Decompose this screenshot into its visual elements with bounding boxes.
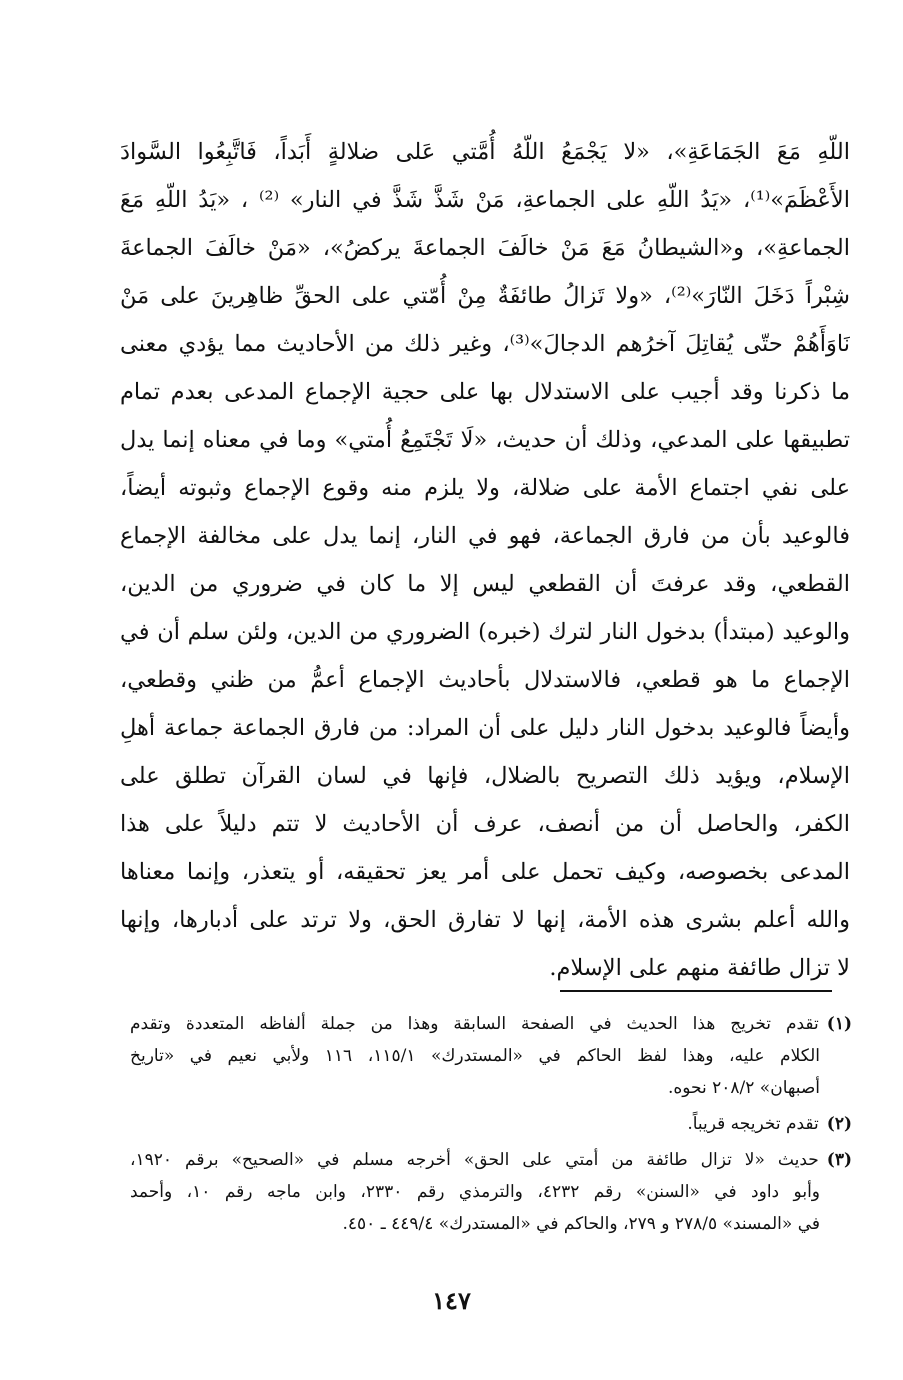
- footnotes-block: [130, 1008, 852, 1240]
- footnote-text: تقدم تخريج هذا الحديث في الصفحة السابقة وهذا من جملة ألفاظه المتعددة وتقدم: [130, 1014, 819, 1034]
- text-line: لا تزال طائفة منهم على الإسلام.: [549, 955, 850, 981]
- footnote-line: أصبهان» ٢٠٨/٢ نحوه.: [667, 1078, 820, 1098]
- main-text-block: [120, 128, 850, 992]
- text-line: ما ذكرنا وقد أجيب على الاستدلال بها على حجية الإجماع المدعى بعدم تمام: [120, 379, 850, 405]
- text-line: فالوعيد بأن من فارق الجماعة، فهو في النار، إنما يدل على مخالفة الإجماع: [120, 523, 850, 549]
- page-number: ١٤٧: [432, 1286, 471, 1315]
- text-line: الإجماع ما هو قطعي، فالاستدلال بأحاديث الإجماع أعمُّ من ظني وقطعي،: [120, 667, 850, 693]
- text-line: وأيضاً فالوعيد بدخول النار دليل على أن المراد: من فارق الجماعة جماعة أهلِ: [120, 715, 850, 741]
- text-line: شِبْراً دَخَلَ النّارَ»⁽²⁾، «ولا تَزالُ طائفَةٌ مِنْ أُمّتي على الحقِّ ظاهِرينَ على مَنْ: [120, 283, 850, 309]
- text-line: نَاوَأَهُمْ حتّى يُقاتِلَ آخرُهم الدجالَ»⁽³⁾، وغير ذلك من الأحاديث مما يؤدي معنى: [120, 331, 850, 357]
- text-line: اللّهِ مَعَ الجَمَاعَةِ»، «لا يَجْمَعُ اللّهُ أُمَّتي عَلى ضلالةٍ أَبَداً، فَاتَّبِعُوا السَّوادَ: [120, 139, 850, 165]
- text-line: الإسلام، ويؤيد ذلك التصريح بالضلال، فإنها في لسان القرآن تطلق على: [120, 763, 850, 789]
- footnote-line: [130, 1008, 852, 1040]
- text-line: على نفي اجتماع الأمة على ضلالة، ولا يلزم منه وقوع الإجماع وثبوته أيضاً،: [120, 475, 850, 501]
- footnote-marker: (٣): [826, 1150, 852, 1170]
- footnote-marker: (١): [826, 1014, 852, 1034]
- text-line: الكفر، والحاصل أن من أنصف، عرف أن الأحاديث لا تتم دليلاً على هذا: [120, 811, 850, 837]
- footnote-text: حديث «لا تزال طائفة من أمتي على الحق» أخرجه مسلم في «الصحيح» برقم ١٩٢٠،: [130, 1150, 819, 1170]
- footnote-separator: [560, 990, 832, 992]
- text-line: والله أعلم بشرى هذه الأمة، إنها لا تفارق الحق، ولا ترتد على أدبارها، وإنها: [120, 907, 850, 933]
- text-line: الأَعْظَمَ»⁽¹⁾، «يَدُ اللّهِ على الجماعةِ، مَنْ شَذَّ شَذَّ في النار» ⁽²⁾ ، «يَدُ اللّهِ مَعَ: [120, 187, 850, 213]
- footnote-line: الكلام عليه، وهذا لفظ الحاكم في «المستدرك» ١١٥/١، ١١٦ ولأبي نعيم في «تاريخ: [130, 1046, 821, 1066]
- footnote-line: في «المسند» ٢٧٨/٥ و ٢٧٩، والحاكم في «المستدرك» ٤٤٩/٤ ـ ٤٥٠.: [342, 1214, 820, 1234]
- text-line: المدعى بخصوصه، وكيف تحمل على أمر يعز تحقيقه، أو يتعذر، وإنما معناها: [120, 859, 850, 885]
- footnote-line: [130, 1108, 852, 1140]
- text-line: تطبيقها على المدعي، وذلك أن حديث، «لَا تَجْتَمِعُ أُمتي» وما في معناه إنما يدل: [120, 427, 850, 453]
- footnote-text: تقدم تخريجه قريباً.: [687, 1114, 819, 1134]
- footnote-marker: (٢): [826, 1114, 852, 1134]
- footnote-line: [130, 1144, 852, 1176]
- text-line: القطعي، وقد عرفتَ أن القطعي ليس إلا ما كان في ضروري من الدين،: [120, 571, 850, 597]
- text-line: الجماعةِ»، و«الشيطانُ مَعَ مَنْ خالَفَ الجماعةَ يركضُ»، «مَنْ خالَفَ الجماعةَ: [120, 235, 850, 261]
- footnote-line: وأبو داود في «السنن» رقم ٤٢٣٢، والترمذي رقم ٢٣٣٠، وابن ماجه رقم ١٠، وأحمد: [130, 1182, 821, 1202]
- text-line: والوعيد (مبتدأ) بدخول النار لترك (خبره) الضروري من الدين، ولئن سلم أن في: [120, 619, 850, 645]
